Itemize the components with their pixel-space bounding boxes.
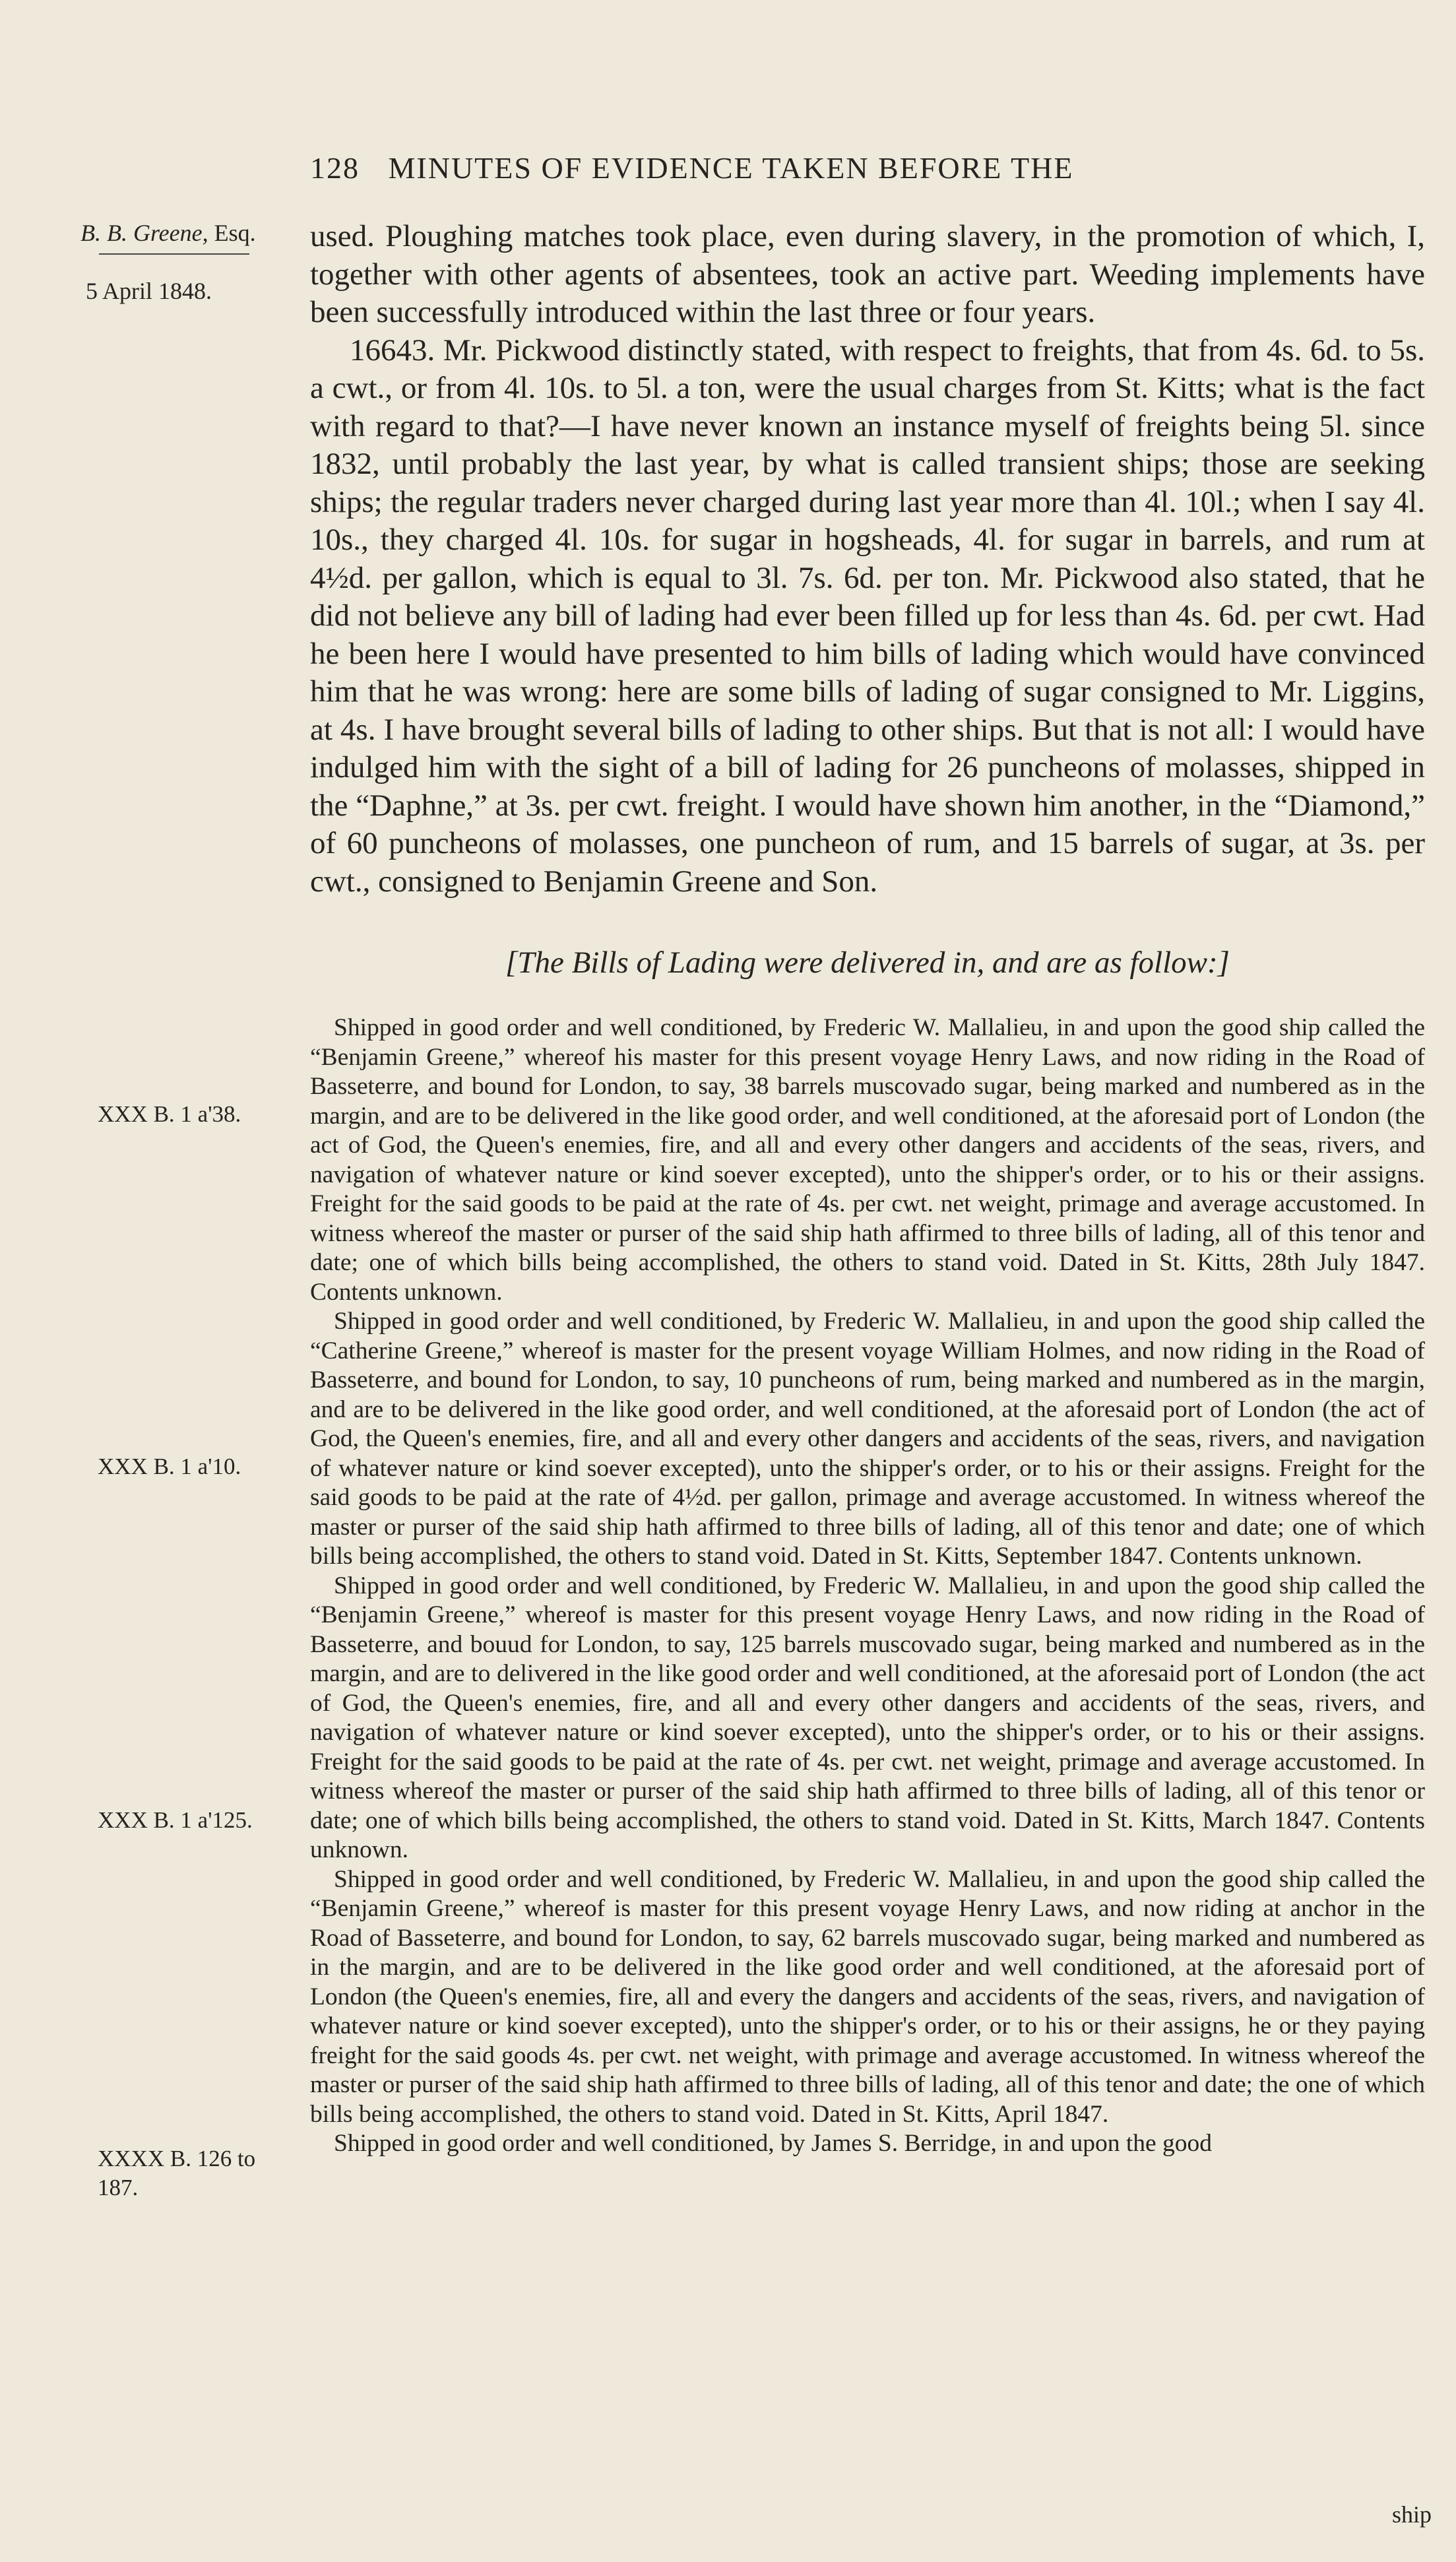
margin-ref-4 [98,2144,255,2202]
bill-of-lading-1: Shipped in good order and well conditioned, by Frederic W. Mallalieu, in and upon the good ship called the “Benjamin Greene,” whereof his master for this present voyage Henry Laws, and now riding in the Road of Basseterre, and bound for London, to say, 38 barrels muscovado sugar, being marked and numbered as in the margin, and are to be delivered in the like good order, and well conditioned, at the aforesaid port of London (the act of God, the Queen's enemies, fire, and all and every other dangers and accidents of the seas, rivers, and navigation of whatever nature or kind soever excepted), unto the shipper's order, or to his or their assigns. Freight for the said goods to be paid at the rate of 4s. per cwt. net weight, primage and average accustomed. In witness whereof the master or purser of the said ship hath affirmed to three bills of lading, all of this tenor and date; one of which bills being accomplished, the others to stand void. Dated in St. Kitts, 28th July 1847. Contents unknown. [310,1014,1425,1306]
witness-name-text: B. B. Greene, [80,220,208,246]
catchword: ship [1392,2501,1432,2528]
evidence-paragraph-2: 16643. Mr. Pickwood distinctly stated, with respect to freights, that from 4s. 6d. to 5s. a cwt., or from 4l. 10s. to 5l. a ton, were the usual charges from St. Kitts; what is the fact with regard to that?—I have never known an instance myself of freights being 5l. since 1832, until probably the last year, by what is called transient ships; those are seeking ships; the regular traders never charged during last year more than 4l. 10l.; when I say 4l. 10s., they charged 4l. 10s. for sugar in hogsheads, 4l. for sugar in barrels, and rum at 4½d. per gallon, which is equal to 3l. 7s. 6d. per ton. Mr. Pickwood also stated, that he did not believe any bill of lading had ever been filled up for less than 4s. 6d. per cwt. Had he been here I would have presented to him bills of lading which would have convinced him that he was wrong: here are some bills of lading of sugar consigned to Mr. Liggins, at 4s. I have brought several bills of lading to other ships. But that is not all: I would have indulged him with the sight of a bill of lading for 26 puncheons of molasses, shipped in the “Daphne,” at 3s. per cwt. freight. I would have shown him another, in the “Diamond,” of 60 puncheons of molasses, one puncheon of rum, and 15 barrels of sugar, at 3s. per cwt., consigned to Benjamin Greene and Son. [310,333,1425,899]
margin-ref-4-line-1: XXXX B. 126 to [98,2146,256,2171]
running-title: MINUTES OF EVIDENCE TAKEN BEFORE THE [388,151,1074,185]
evidence-paragraph-1: used. Ploughing matches took place, even during slavery, in the promotion of which, I, together with other agents of absentees, took an active part. Weeding implements have been successfully introduced within the last three or four years. [310,219,1425,329]
margin-ref-1: XXX B. 1 a'38. [98,1101,241,1127]
testimony-date: 5 April 1848. [86,278,212,304]
margin-ref-3: XXX B. 1 a'125. [98,1807,253,1833]
witness-name [80,219,256,247]
bill-of-lading-4: Shipped in good order and well conditioned, by Frederic W. Mallalieu, in and upon the good ship called the “Benjamin Greene,” whereof is master for this present voyage Henry Laws, and now riding at anchor in the Road of Basseterre, and bound for London, to say, 62 barrels muscovado sugar, being marked and numbered as in the margin, and are to be delivered in the like good order and well conditioned, at the aforesaid port of London (the Queen's enemies, fire, all and every the dangers and accidents of the seas, rivers, and navigation of whatever nature or kind soever excepted), unto the shipper's order, or to his or their assigns, he or they paying freight for the said goods 4s. per cwt. net weight, with primage and average accustomed. In witness whereof the master or purser of the said ship hath affirmed to three bills of lading, all of this tenor and date; the one of which bills being accomplished, the others to stand void. Dated in St. Kitts, April 1847. [310,1865,1425,2128]
bill-of-lading-3: Shipped in good order and well conditioned, by Frederic W. Mallalieu, in and upon the good ship called the “Benjamin Greene,” whereof is master for this present voyage Henry Laws, and now riding in the Road of Basseterre, and bouud for London, to say, 125 barrels muscovado sugar, being marked and numbered as in the margin, and are to delivered in the like good order and well conditioned, at the aforesaid port of London (the act of God, the Queen's enemies, fire, and all and every other dangers and accidents of the seas, rivers, and navigation of whatever nature or kind soever excepted), unto the shipper's order, or to his or their assigns. Freight for the said goods to be paid at the rate of 4s. per cwt. net weight, primage and average accustomed. In witness whereof the master or purser of the said ship hath affirmed to three bills of lading, all of this tenor or date; one of which bills being accomplished, the others to stand void. Dated in St. Kitts, March 1847. Contents unknown. [310,1572,1425,1863]
margin-ref-4-line-2: 187. [98,2175,139,2200]
page-number: 128 [310,151,360,185]
running-head [310,150,1300,185]
evidence-text [310,218,1425,901]
bills-caption: [The Bills of Lading were delivered in, and are as follow:] [505,945,1230,980]
margin-rule [99,253,249,255]
bill-of-lading-5: Shipped in good order and well conditioned, by James S. Berridge, in and upon the good [334,2130,1213,2157]
bills-of-lading [310,1013,1425,2159]
margin-ref-2: XXX B. 1 a'10. [98,1454,241,1479]
bill-of-lading-2: Shipped in good order and well conditioned, by Frederic W. Mallalieu, in and upon the good ship called the “Catherine Greene,” whereof is master for the present voyage William Holmes, and now riding in the Road of Basseterre, and bound for London, to say, 10 puncheons of rum, being marked and numbered as in the margin, and are to be delivered in the like good order, and well conditioned, at the aforesaid port of London (the act of God, the Queen's enemies, fire, and all and every other dangers and accidents of the seas, rivers, and navigation of whatever nature or kind soever excepted), unto the shipper's order, or to his or their assigns. Freight for the said goods to be paid at the rate of 4½d. per gallon, primage and average accustomed. In witness whereof the master or purser of the said ship hath affirmed to three bills of lading, all of this tenor and date; one of which bills being accomplished, the others to stand void. Dated in St. Kitts, September 1847. Contents unknown. [310,1308,1425,1570]
witness-suffix: Esq. [214,220,256,246]
